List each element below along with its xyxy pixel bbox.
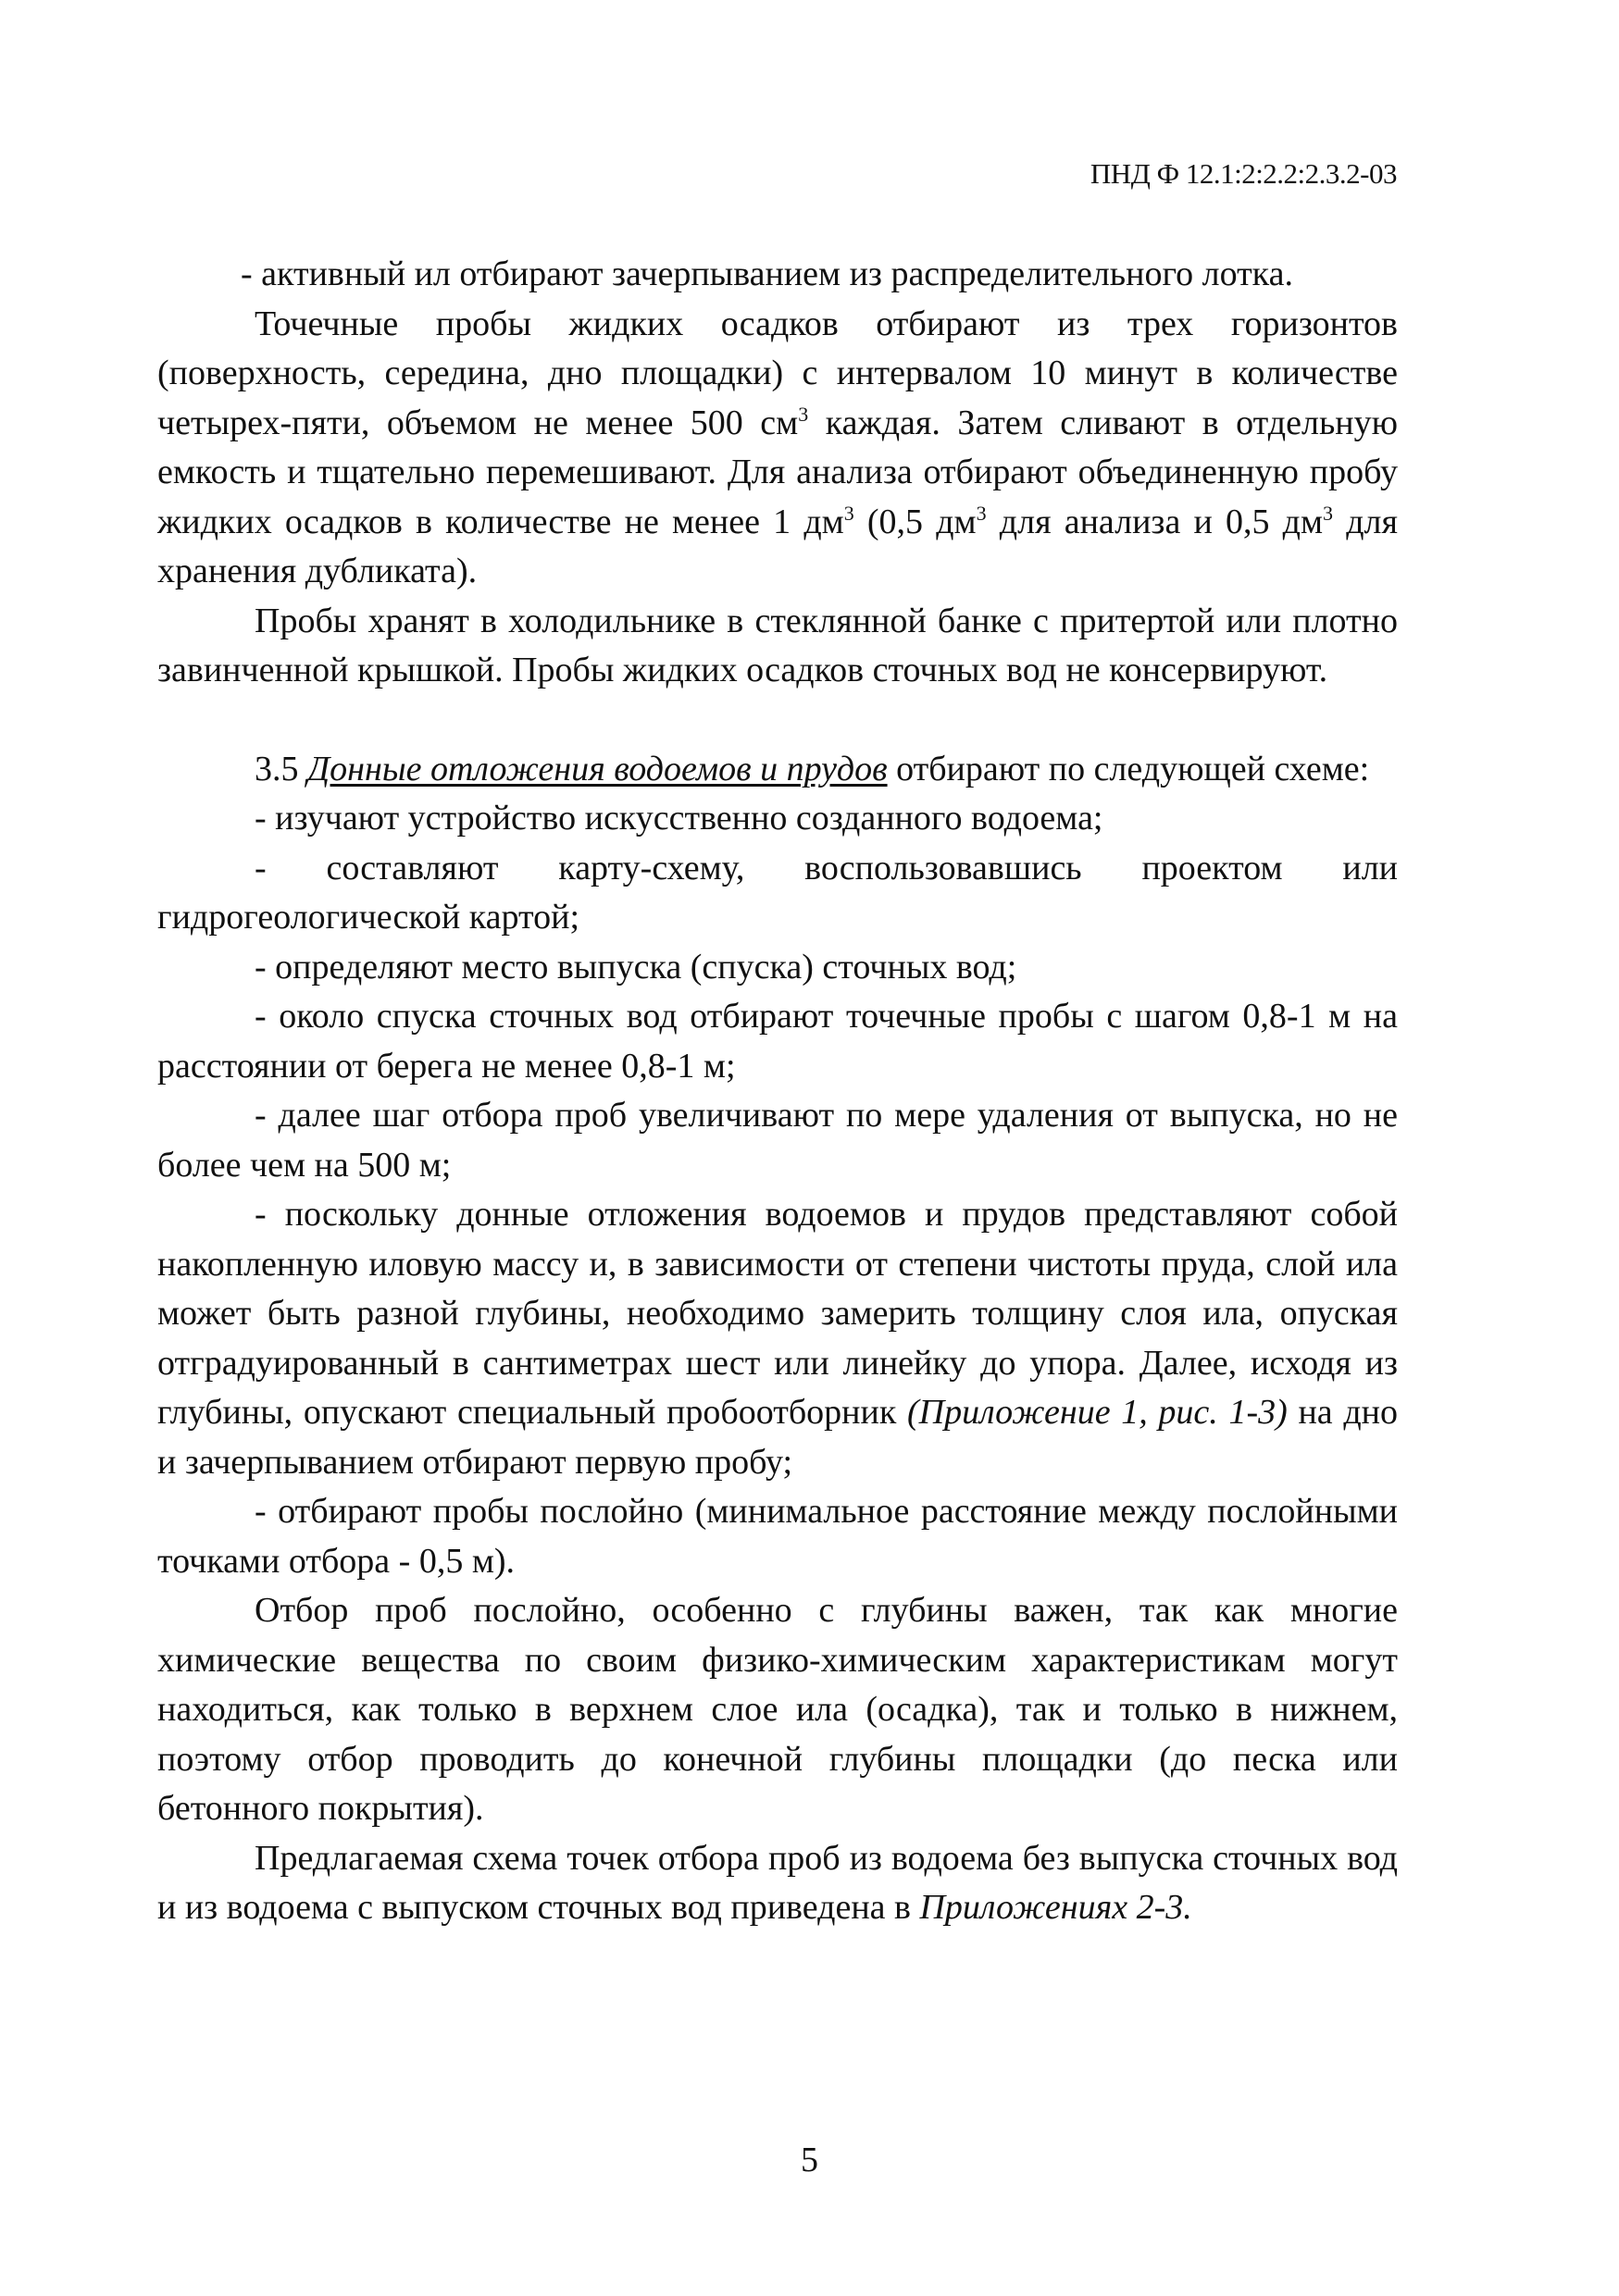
list-item-text: - отбирают пробы послойно (минимальное расстояние между послойными точками отбора - 0,5 м). xyxy=(157,1492,1398,1581)
appendix-reference: Приложениях 2-3. xyxy=(919,1888,1192,1927)
superscript: 3 xyxy=(798,402,809,426)
superscript: 3 xyxy=(976,501,987,525)
appendix-reference: (Приложение 1, рис. 1-3) xyxy=(906,1393,1288,1432)
page-number: 5 xyxy=(801,2141,818,2179)
list-item xyxy=(157,1487,1398,1586)
paragraph-text: для хранения дубликата). xyxy=(157,502,1398,590)
list-item xyxy=(157,943,1398,993)
paragraph-text: отбирают по следующей схеме: xyxy=(887,749,1370,788)
paragraph-scheme-reference xyxy=(157,1834,1398,1933)
paragraph-text: каждая. Затем сливают в отдельную емкость и тщательно перемешивают. Для анализа отбирают объединенную пробу жидких осадков в количестве не менее 1 дм xyxy=(157,403,1398,541)
paragraph-text: Предлагаемая схема точек отбора проб из водоема без выпуска сточных вод и из водоема с выпуском сточных вод приведена в xyxy=(157,1838,1398,1927)
list-item xyxy=(157,1190,1398,1487)
list-item-text: - далее шаг отбора проб увеличивают по мере удаления от выпуска, но не более чем на 500 м; xyxy=(157,1096,1398,1185)
document-code: ПНД Ф 12.1:2:2.2:2.3.2-03 xyxy=(1090,157,1397,190)
paragraph-activated-sludge xyxy=(157,250,1398,300)
paragraph-text: - активный ил отбирают зачерпыванием из распределительного лотка. xyxy=(241,254,1293,293)
spacer xyxy=(157,696,1398,745)
paragraph-text: Пробы хранят в холодильнике в стеклянной банке с притертой или плотно завинченной крышкой. Пробы жидких осадков сточных вод не консервируют. xyxy=(157,601,1398,689)
paragraph-storage xyxy=(157,597,1398,696)
list-item-text: - составляют карту-схему, воспользовавшись проектом или гидрогеологической картой; xyxy=(157,848,1398,937)
list-item-text: на дно и зачерпыванием отбирают первую пробу; xyxy=(157,1393,1398,1482)
paragraph-text: Точечные пробы жидких осадков отбирают из трех горизонтов (поверхность, середина, дно площадки) с интервалом 10 минут в количестве четырех-пяти, объемом не менее 500 см xyxy=(157,304,1398,442)
section-number: 3.5 xyxy=(255,749,307,788)
paragraph-liquid-sediments xyxy=(157,300,1398,597)
list-item xyxy=(157,1091,1398,1190)
section-3-5-heading xyxy=(157,745,1398,795)
list-item xyxy=(157,844,1398,943)
paragraph-text: (0,5 дм xyxy=(853,502,977,541)
superscript: 3 xyxy=(1323,501,1334,525)
paragraph-text: для анализа и 0,5 дм xyxy=(986,502,1324,541)
list-item xyxy=(157,992,1398,1091)
superscript: 3 xyxy=(843,501,854,525)
paragraph-layered-sampling xyxy=(157,1586,1398,1834)
paragraph-text: Отбор проб послойно, особенно с глубины важен, так как многие химические вещества по своим физико-химическим характеристикам могут находиться, как только в верхнем слое ила (осадка), так и только в нижнем, поэтому отбор проводить до конечной глубины площадки (до песка или бетонного покрытия). xyxy=(157,1591,1398,1828)
list-item xyxy=(157,794,1398,844)
list-item-text: - поскольку донные отложения водоемов и прудов представляют собой накопленную иловую массу и, в зависимости от степени чистоты пруда, слой ила может быть разной глубины, необходимо замерить толщину слоя ила, опуская отградуированный в сантиметрах шест или линейку до упора. Далее, исходя из глубины, опускают специальный пробоотборник xyxy=(157,1195,1398,1432)
section-title: Донные отложения водоемов и прудов xyxy=(307,749,888,788)
page-body xyxy=(157,250,1398,1933)
list-item-text: - определяют место выпуска (спуска) сточных вод; xyxy=(255,947,1017,987)
list-item-text: - изучают устройство искусственно созданного водоема; xyxy=(255,799,1103,838)
list-item-text: - около спуска сточных вод отбирают точечные пробы с шагом 0,8-1 м на расстоянии от берега не менее 0,8-1 м; xyxy=(157,997,1398,1086)
